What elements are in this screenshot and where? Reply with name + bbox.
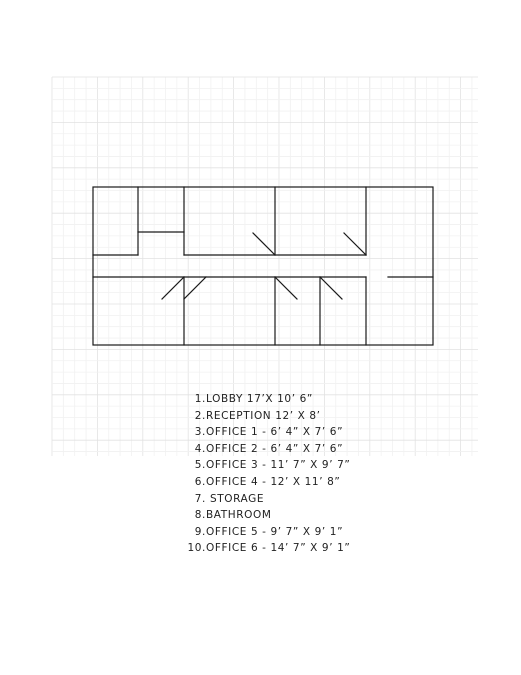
room-number: 2. [194, 409, 206, 422]
room-legend-item [186, 491, 350, 508]
room-legend-item [186, 474, 350, 491]
room-number: 9. [194, 525, 206, 538]
room-number: 6. [194, 475, 206, 488]
room-legend-item [186, 441, 350, 458]
floor-plan [93, 187, 433, 345]
room-label: STORAGE [206, 492, 265, 505]
room-legend-item [186, 424, 350, 441]
room-label: BATHROOM [206, 509, 272, 522]
room-label: OFFICE 3 - 11’ 7” X 9’ 7” [206, 459, 351, 472]
room-label: OFFICE 2 - 6’ 4” X 7’ 6” [206, 442, 344, 455]
room-label: OFFICE 5 - 9’ 7” X 9’ 1” [206, 525, 344, 538]
room-legend-item [186, 507, 350, 524]
room-legend-item [186, 540, 350, 557]
room-label: RECEPTION 12’ X 8’ [206, 409, 321, 422]
room-label: LOBBY 17’X 10’ 6” [206, 393, 313, 405]
room-label: OFFICE 1 - 6’ 4” X 7’ 6” [206, 426, 344, 439]
room-number: 4. [194, 442, 206, 455]
room-label: OFFICE 6 - 14’ 7” X 9’ 1” [206, 542, 351, 555]
room-legend-item [186, 408, 350, 425]
room-legend-item [186, 524, 350, 541]
exterior-walls [93, 187, 433, 345]
room-legend-item [186, 391, 350, 408]
room-legend [186, 391, 350, 557]
room-number: 3. [194, 426, 206, 439]
door-swing [320, 277, 342, 299]
room-number: 10. [187, 542, 206, 555]
door-swing [184, 277, 206, 299]
room-number: 7. [194, 492, 206, 505]
room-label: OFFICE 4 - 12’ X 11’ 8” [206, 475, 341, 488]
room-legend-item [186, 457, 350, 474]
door-swing [275, 277, 297, 299]
room-number: 8. [194, 509, 206, 522]
room-number: 5. [194, 459, 206, 472]
room-number: 1. [194, 393, 206, 405]
